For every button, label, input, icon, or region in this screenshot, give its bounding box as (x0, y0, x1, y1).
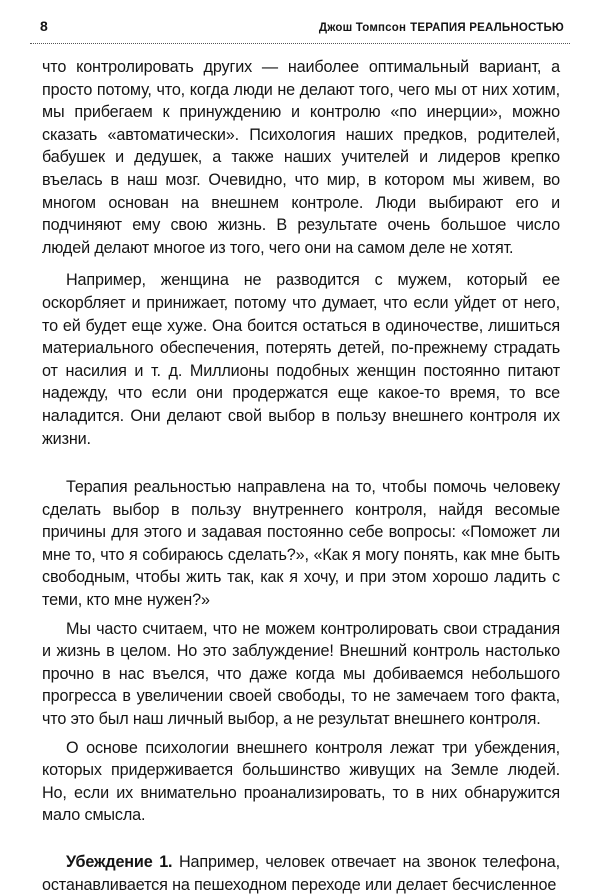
paragraph-6 (42, 851, 560, 896)
paragraph-3: Терапия реальностью направлена на то, чтобы помочь человеку сделать выбор в пользу внутреннего контроля, найдя весомые причины для этого и задавая постоянно себе вопросы: «Поможет ли мне то, что я собираюсь сделать?», «Как я могу понять, как мне быть свободным, чтобы жить так, как я хочу, и при этом хорошо ладить с теми, кто мне нужен?» (42, 478, 560, 610)
paragraph-5: О основе психологии внешнего контроля лежат три убеждения, которых придерживается большинство живущих на Земле людей. Но, если их внимательно проанализировать, то в них обнаружится мало смысла. (42, 738, 560, 825)
belief-text: Например, человек отвечает на звонок телефона, останавливается на пешеходном переходе или делает бесчисленное (42, 853, 561, 894)
paragraph-4: Мы часто считаем, что не можем контролировать свои страдания и жизнь в целом. Но это заблуждение! Внешний контроль настолько прочно в нас въелся, что даже когда мы добиваемся небольшого прогресса в увеличении своей свободы, то не замечаем того факта, что это был наш личный выбор, а не результат внешнего контроля. (42, 619, 560, 729)
page-header (30, 18, 570, 44)
book-title: ТЕРАПИЯ РЕАЛЬНОСТЬЮ (410, 22, 564, 34)
author-name: Джош Томпсон (318, 22, 407, 34)
paragraph-1: что контролировать других — наиболее оптимальный вариант, а просто потому, что, когда люди не делают того, чего мы от них хотим, мы прибегаем к принуждению и контролю «по инерции», можно сказать «автоматически». Психология наших предков, родителей, бабушек и дедушек, а также наших учителей и лидеров крепко въелась в наш мозг. Очевидно, что мир, в котором мы живем, во многом основан на внешнем контроле. Люди выбирают его и подчиняют ему свою жизнь. В результате очень большое число людей делают многое из того, чего они на самом деле не хотят. (42, 58, 560, 257)
running-head (319, 22, 564, 34)
page-number: 8 (40, 18, 48, 34)
paragraph-2: Например, женщина не разводится с мужем, который ее оскорбляет и принижает, потому что думает, что если уйдет от него, то ей будет еще хуже. Она боится остаться в одиночестве, лишиться материального обеспечения, потерять детей, по-прежнему страдать от насилия и т. д. Миллионы подобных женщин постоянно питают надежду, что если они продержатся еще какое-то время, то все наладится. Они делают свой выбор в пользу внешнего контроля их жизни. (42, 271, 560, 448)
page-body (30, 44, 570, 896)
belief-label: Убеждение 1. (66, 853, 173, 871)
